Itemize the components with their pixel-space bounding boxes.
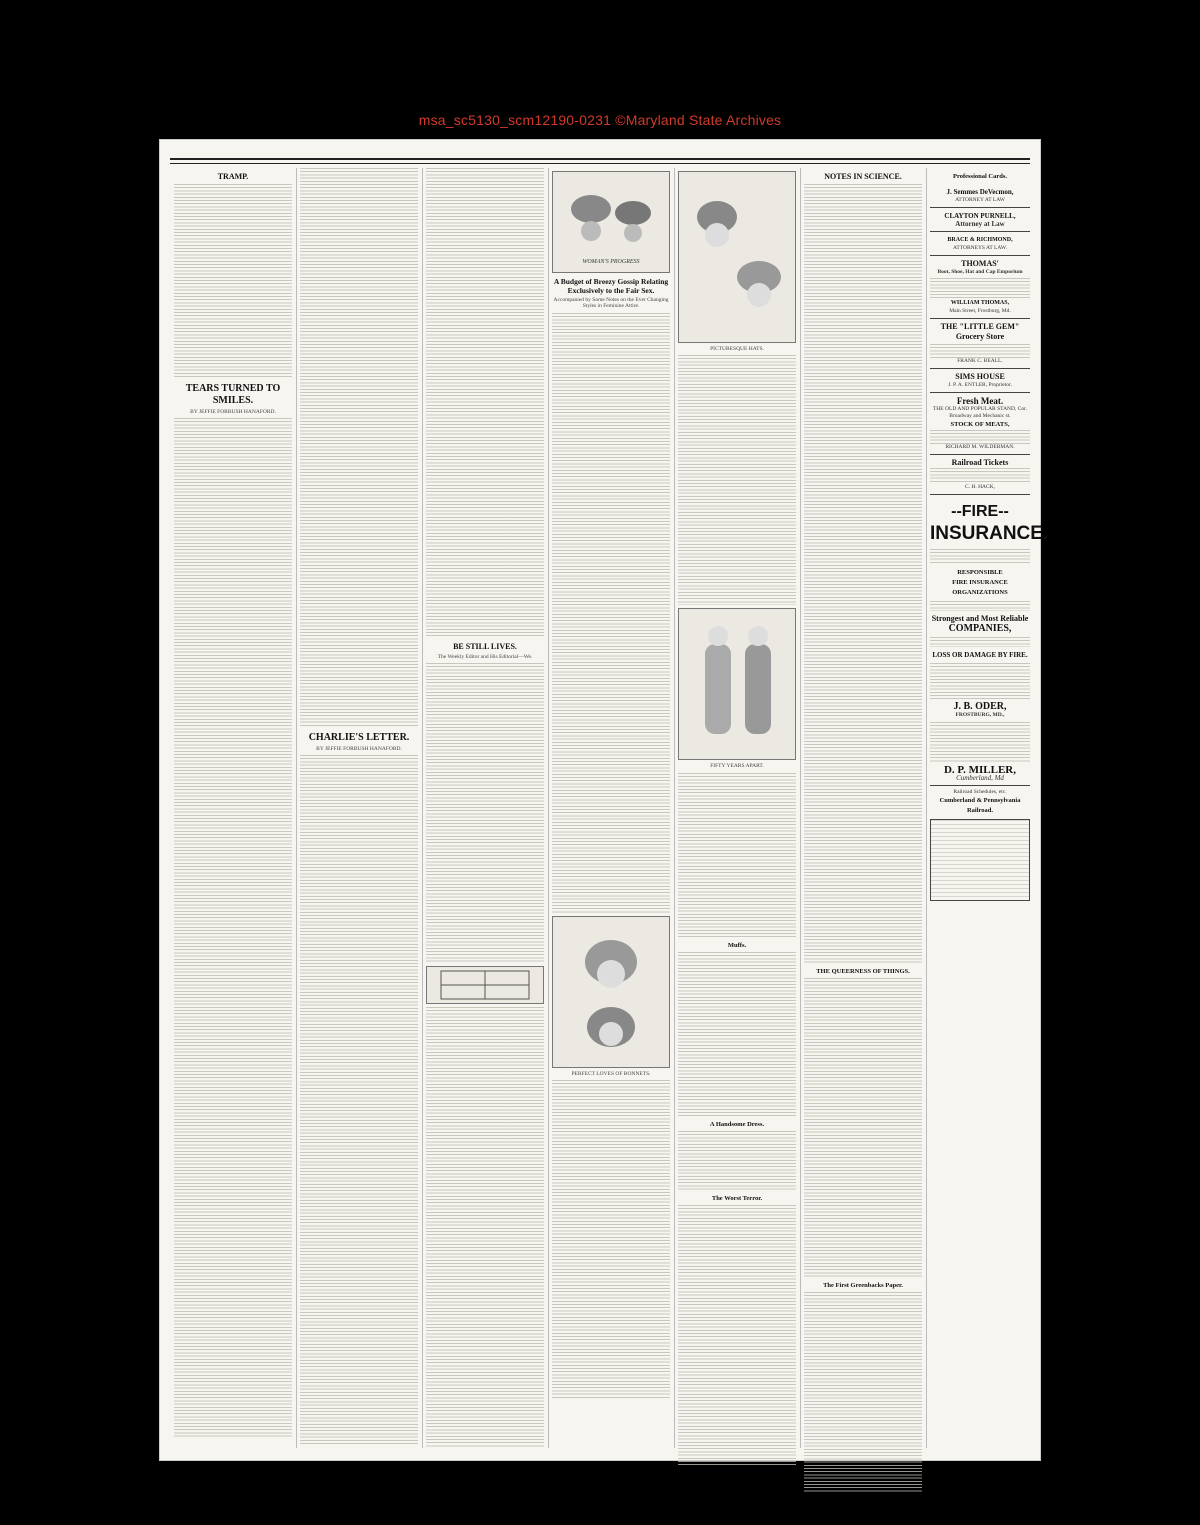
headline-first-greenbacks: The First Greenbacks Paper. bbox=[823, 1282, 903, 1289]
ad-title: THOMAS' bbox=[961, 259, 999, 268]
column-3 bbox=[426, 168, 544, 1448]
column-rule bbox=[296, 168, 297, 1448]
story-text bbox=[426, 168, 544, 638]
story-text bbox=[804, 1292, 922, 1492]
companies-text: COMPANIES, bbox=[948, 623, 1012, 634]
headline-tramp: TRAMP. bbox=[217, 172, 249, 181]
letter-diagram bbox=[426, 966, 544, 1004]
poem-text bbox=[174, 184, 292, 379]
column-rule bbox=[800, 168, 801, 1448]
story-text bbox=[678, 773, 796, 938]
story-text bbox=[678, 1205, 796, 1465]
loss-text: LOSS OR DAMAGE BY FIRE. bbox=[932, 651, 1028, 659]
story-text bbox=[678, 355, 796, 605]
ad-subtitle: Main Street, Frostburg, Md. bbox=[949, 308, 1011, 314]
ad-title: Railroad Tickets bbox=[951, 458, 1009, 467]
insurance-heading: INSURANCE. bbox=[930, 523, 1049, 544]
headline-charlies-letter: CHARLIE'S LETTER. bbox=[308, 732, 410, 743]
column-rule bbox=[926, 168, 927, 1448]
headline-handsome-dress: A Handsome Dress. bbox=[709, 1120, 765, 1128]
column-rule bbox=[422, 168, 423, 1448]
byline: BY JEFFIE FORBUSH HANAFORD. bbox=[316, 746, 402, 752]
railroad-schedule bbox=[930, 786, 1030, 904]
story-text bbox=[300, 168, 418, 728]
headline-tears-turned-to-smiles: TEARS TURNED TO SMILES. bbox=[185, 383, 281, 406]
column-rule bbox=[674, 168, 675, 1448]
ad-body bbox=[930, 601, 1030, 611]
oder-town: FROSTBURG, MD., bbox=[955, 712, 1005, 718]
schedule-heading: Railroad Schedules, etc. bbox=[953, 789, 1007, 795]
ad-subtitle: ATTORNEYS AT LAW. bbox=[952, 245, 1007, 251]
bonnet-woman-icon bbox=[561, 922, 661, 1062]
fifty-years-apart-illustration bbox=[678, 608, 796, 760]
organizations-text: FIRE INSURANCE ORGANIZATIONS bbox=[952, 579, 1008, 596]
archive-watermark: msa_sc5130_scm12190-0231 ©Maryland State Archives bbox=[418, 112, 782, 128]
headline-notes-in-science: NOTES IN SCIENCE. bbox=[824, 172, 902, 181]
ad-title: Fresh Meat. bbox=[956, 396, 1004, 406]
column-7-advertisements bbox=[930, 168, 1049, 1448]
story-text bbox=[552, 313, 670, 913]
oder-name: J. B. ODER, bbox=[953, 701, 1007, 712]
subheadline: The Weekly Editor and His Editorial—We. bbox=[437, 654, 533, 660]
ad-little-gem bbox=[930, 319, 1030, 369]
ad-subtitle: RICHARD M. WILDERMAN. bbox=[945, 444, 1015, 450]
grid-figure bbox=[440, 970, 530, 1000]
ad-subtitle: Boot, Shoe, Hat and Cap Emporium bbox=[937, 269, 1023, 275]
headline-be-still-lives: BE STILL LIVES. bbox=[453, 642, 517, 651]
miller-name: D. P. MILLER, bbox=[943, 764, 1017, 776]
ad-fire-insurance bbox=[930, 495, 1049, 786]
illustration-caption: PICTURESQUE HATS. bbox=[710, 346, 764, 352]
timetable bbox=[930, 819, 1030, 901]
ad-fresh-meat bbox=[930, 393, 1030, 455]
ad-body bbox=[930, 278, 1030, 298]
ad-subtitle: C. H. HACK, bbox=[964, 484, 996, 490]
miller-town: Cumberland, Md bbox=[956, 774, 1004, 782]
bonnet-figures-icon bbox=[561, 179, 661, 259]
ad-title: J. Semmes DeVecmon, bbox=[946, 188, 1014, 196]
professional-cards-heading: Professional Cards. bbox=[952, 173, 1008, 180]
ad-body bbox=[930, 549, 1030, 565]
ad-subtitle: ATTORNEY AT LAW bbox=[955, 197, 1005, 203]
responsible-text: RESPONSIBLE bbox=[957, 569, 1003, 576]
strongest-text: Strongest and Most Reliable bbox=[931, 614, 1029, 623]
column-6 bbox=[804, 168, 922, 1448]
headline-worst-terror: The Worst Terror. bbox=[711, 1194, 763, 1202]
story-text bbox=[174, 418, 292, 1438]
column-4 bbox=[552, 168, 670, 1448]
headline-budget-of-gossip: A Budget of Breezy Gossip Relating Exclusively to the Fair Sex. bbox=[553, 277, 669, 295]
ad-railroad-tickets bbox=[930, 455, 1030, 495]
ad-title: WILLIAM THOMAS, bbox=[950, 300, 1010, 306]
schedule-title: Cumberland & Pennsylvania Railroad. bbox=[939, 797, 1021, 814]
ad-body bbox=[930, 722, 1030, 762]
column-rule bbox=[548, 168, 549, 1448]
story-text bbox=[804, 978, 922, 1278]
hats-illustration bbox=[678, 171, 796, 343]
hat-figures-icon bbox=[687, 177, 787, 337]
story-text bbox=[804, 184, 922, 964]
column-5 bbox=[678, 168, 796, 1448]
ad-sims-house bbox=[930, 369, 1030, 393]
story-text bbox=[552, 1080, 670, 1400]
ad-body bbox=[930, 637, 1030, 647]
story-text bbox=[300, 755, 418, 1445]
ad-devecmon bbox=[930, 184, 1030, 208]
story-text bbox=[678, 1131, 796, 1191]
headline-queerness-of-things: THE QUEERNESS OF THINGS. bbox=[816, 968, 910, 975]
subheadline: Accompanied by Some Notes on the Ever Changing Styles in Feminine Attire. bbox=[553, 297, 669, 310]
womans-progress-illustration bbox=[552, 171, 670, 273]
fire-heading: --FIRE-- bbox=[951, 503, 1009, 520]
ad-body bbox=[930, 663, 1030, 699]
ad-brace-richmond bbox=[930, 232, 1030, 256]
ad-body bbox=[930, 344, 1030, 358]
ad-subtitle: THE OLD AND POPULAR STAND, Cor. Broadway and Mechanic st. bbox=[932, 406, 1028, 419]
ad-subtitle: FRANK C. BEALL. bbox=[957, 358, 1003, 364]
ad-title: BRACE & RICHMOND, bbox=[947, 237, 1013, 243]
bonnets-illustration bbox=[552, 916, 670, 1068]
two-women-icon bbox=[687, 614, 787, 754]
headline-muffs: Muffs. bbox=[727, 941, 747, 949]
ad-body bbox=[930, 468, 1030, 484]
ad-title: STOCK OF MEATS, bbox=[950, 421, 1010, 428]
banner-text: WOMAN'S PROGRESS bbox=[582, 258, 640, 265]
masthead-rule bbox=[170, 158, 1030, 164]
ad-title: SIMS HOUSE bbox=[955, 372, 1005, 381]
story-text bbox=[426, 663, 544, 963]
ad-title: CLAYTON PURNELL, bbox=[944, 212, 1016, 220]
ad-body bbox=[930, 430, 1030, 444]
story-text bbox=[678, 952, 796, 1117]
story-text bbox=[426, 1007, 544, 1447]
ad-purnell bbox=[930, 208, 1030, 232]
ad-title: THE "LITTLE GEM" Grocery Store bbox=[940, 322, 1020, 341]
ad-subtitle: J. P. A. ENTLER, Proprietor. bbox=[948, 382, 1012, 388]
newspaper-page bbox=[160, 140, 1049, 1460]
column-1 bbox=[174, 168, 292, 1448]
illustration-caption: FIFTY YEARS APART. bbox=[710, 763, 764, 770]
byline: BY JEFFIE FORBUSH HANAFORD. bbox=[190, 409, 276, 415]
ad-thomas-emporium bbox=[930, 256, 1030, 319]
illustration-caption: PERFECT LOVES OF BONNETS. bbox=[571, 1070, 651, 1077]
ad-subtitle: Attorney at Law bbox=[955, 220, 1005, 228]
column-2 bbox=[300, 168, 418, 1448]
